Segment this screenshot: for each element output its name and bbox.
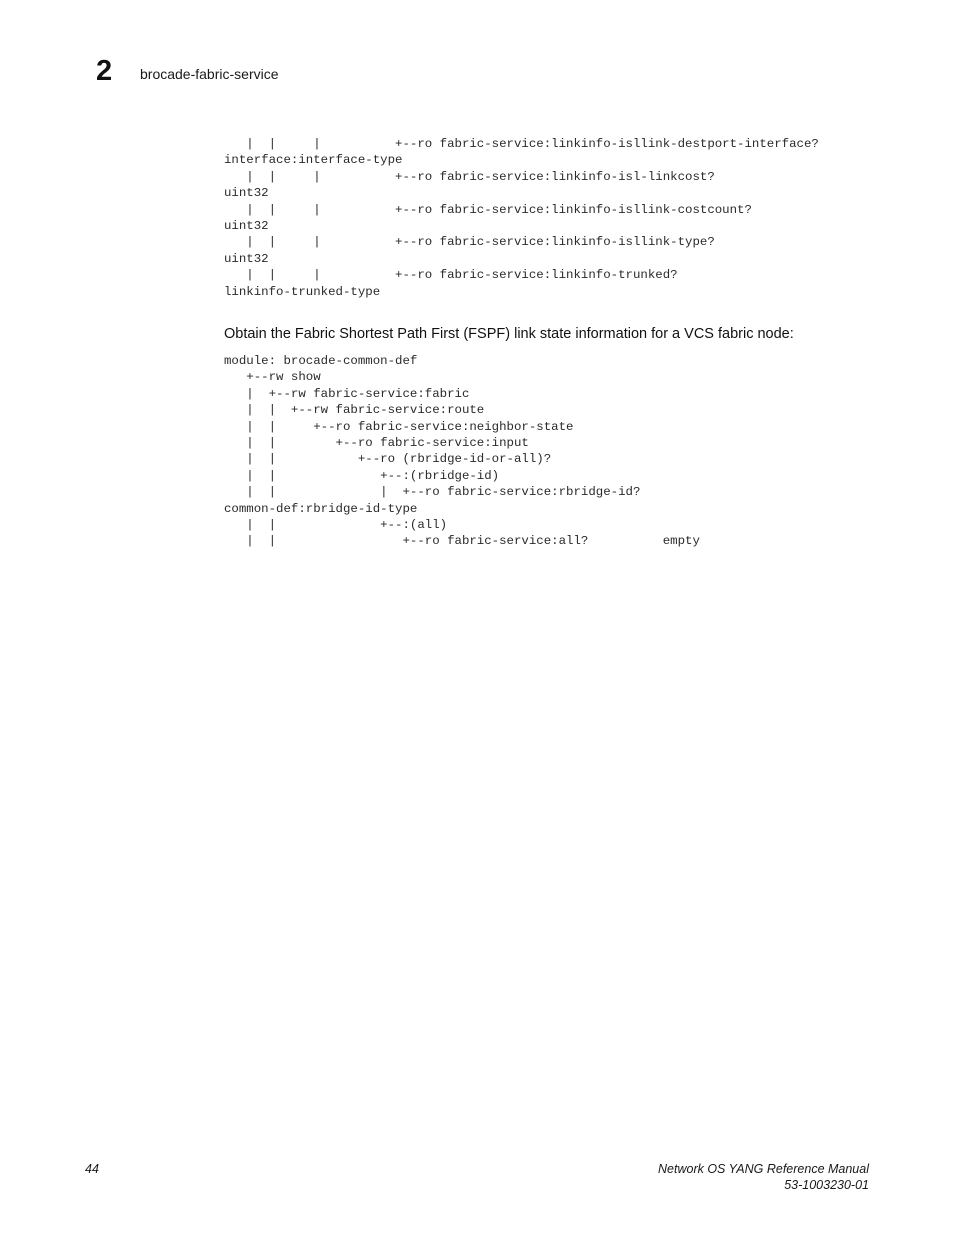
code-line: +--rw show xyxy=(224,370,321,385)
code-line: uint32 xyxy=(224,251,269,266)
code-line: | | | +--ro fabric-service:linkinfo-isl-linkcost? xyxy=(224,169,715,184)
code-line: | | +--ro fabric-service:all? empty xyxy=(224,534,700,549)
manual-title: Network OS YANG Reference Manual xyxy=(658,1162,869,1176)
code-line: | | | +--ro fabric-service:rbridge-id? xyxy=(224,485,641,500)
page-number: 44 xyxy=(85,1162,99,1176)
code-line: | | | +--ro fabric-service:linkinfo-trunked? xyxy=(224,268,678,283)
document-id: 53-1003230-01 xyxy=(784,1177,869,1192)
code-line: linkinfo-trunked-type xyxy=(224,284,381,299)
code-line: | | | +--ro fabric-service:linkinfo-isllink-destport-interface? xyxy=(224,137,819,151)
chapter-number: 2 xyxy=(96,55,113,87)
code-line: uint32 xyxy=(224,186,269,201)
code-line: interface:interface-type xyxy=(224,153,403,168)
fspf-description: Obtain the Fabric Shortest Path First (FSPF) link state information for a VCS fabric node: xyxy=(224,326,794,342)
code-line: common-def:rbridge-id-type xyxy=(224,501,418,516)
chapter-title: brocade-fabric-service xyxy=(140,66,279,82)
footer-document-info xyxy=(658,1162,869,1193)
code-line: | | +--ro (rbridge-id-or-all)? xyxy=(224,452,552,467)
code-line: | | +--ro fabric-service:neighbor-state xyxy=(224,419,574,434)
code-block-fspf xyxy=(224,353,700,550)
code-line: | | +--:(all) xyxy=(224,517,448,532)
code-line: uint32 xyxy=(224,218,269,233)
code-block-isllink xyxy=(224,136,819,300)
code-line: module: brocade-common-def xyxy=(224,354,418,368)
code-line: | | +--rw fabric-service:route xyxy=(224,403,485,418)
code-line: | | +--ro fabric-service:input xyxy=(224,435,529,450)
code-line: | | | +--ro fabric-service:linkinfo-isllink-type? xyxy=(224,235,715,250)
code-line: | | | +--ro fabric-service:linkinfo-isllink-costcount? xyxy=(224,202,752,217)
code-line: | | +--:(rbridge-id) xyxy=(224,468,500,483)
code-line: | +--rw fabric-service:fabric xyxy=(224,386,470,401)
